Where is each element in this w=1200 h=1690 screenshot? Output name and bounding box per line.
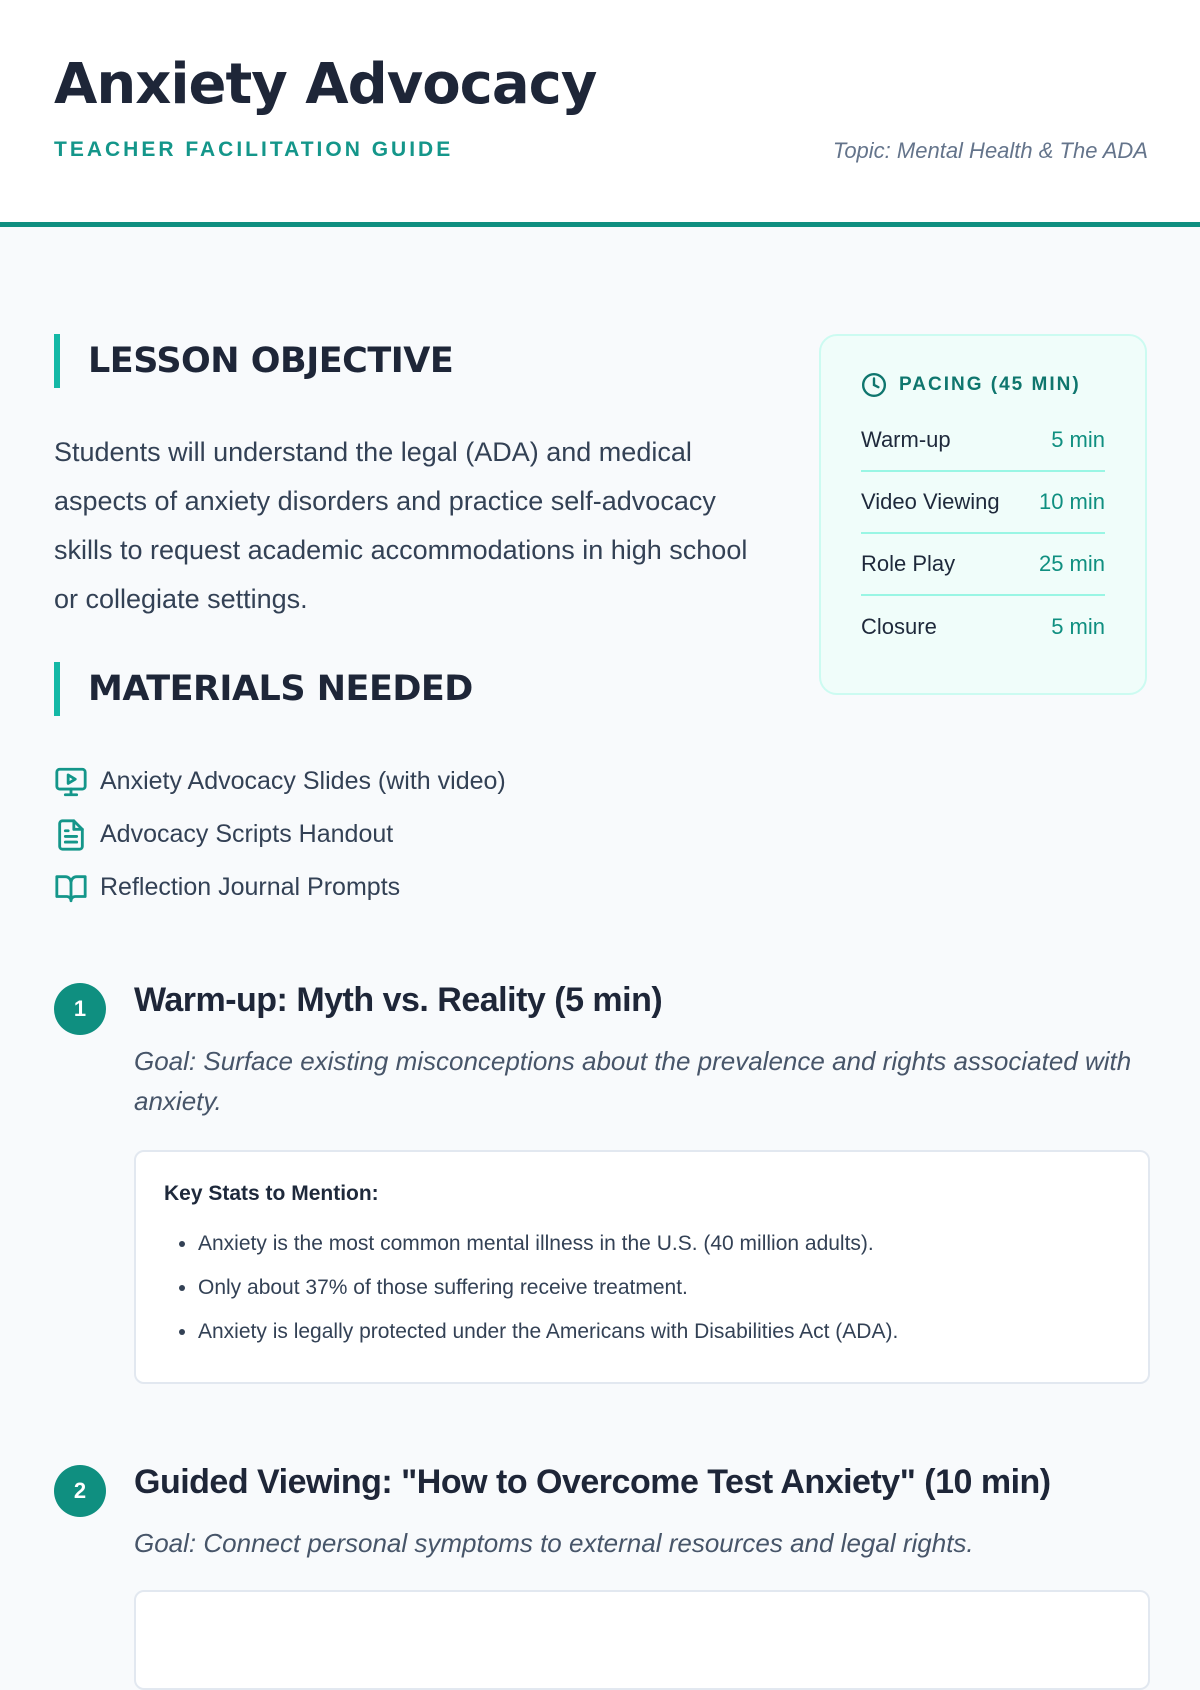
step-goal: Goal: Connect personal symptoms to external resources and legal rights. bbox=[134, 1528, 974, 1558]
pacing-time: 5 min bbox=[1051, 427, 1105, 452]
step-number-badge: 1 bbox=[54, 983, 106, 1035]
pacing-activity: Role Play bbox=[861, 551, 956, 576]
topic-label: Topic: Mental Health & The ADA bbox=[832, 138, 1148, 163]
pacing-activity: Closure bbox=[861, 614, 937, 639]
stat-item: • Anxiety is legally protected under the Americans with Disabilities Act (ADA). bbox=[198, 1310, 1120, 1354]
monitor-play-icon bbox=[54, 765, 88, 799]
pacing-row bbox=[861, 596, 1105, 658]
pacing-time: 5 min bbox=[1051, 614, 1105, 639]
step-title: Warm-up: Myth vs. Reality (5 min) bbox=[134, 981, 663, 1019]
step-number-badge: 2 bbox=[54, 1465, 106, 1517]
card-heading: Key Stats to Mention: bbox=[164, 1182, 379, 1205]
material-label: Advocacy Scripts Handout bbox=[100, 820, 394, 848]
pacing-activity: Warm-up bbox=[861, 427, 951, 452]
page-subtitle: TEACHER FACILITATION GUIDE bbox=[54, 138, 454, 161]
pacing-row bbox=[861, 472, 1105, 534]
pacing-heading-text: PACING (45 MIN) bbox=[899, 374, 1081, 395]
document-icon bbox=[54, 818, 88, 852]
pacing-time: 10 min bbox=[1038, 489, 1105, 514]
step-2-card bbox=[134, 1590, 1150, 1690]
page-title: Anxiety Advocacy bbox=[54, 52, 597, 117]
page-header bbox=[0, 0, 1200, 227]
pacing-time: 25 min bbox=[1038, 551, 1105, 576]
materials-list bbox=[54, 755, 506, 914]
stat-item: • Anxiety is the most common mental illness in the U.S. (40 million adults). bbox=[198, 1222, 1120, 1266]
step-goal: Goal: Surface existing misconceptions about the prevalence and rights associated with anxiety. bbox=[134, 1046, 1132, 1116]
clock-icon bbox=[861, 372, 887, 398]
material-label: Reflection Journal Prompts bbox=[100, 873, 401, 901]
step-title: Guided Viewing: "How to Overcome Test Anxiety" (10 min) bbox=[134, 1463, 1051, 1501]
pacing-heading bbox=[861, 372, 1105, 398]
key-stats-card bbox=[134, 1150, 1150, 1384]
materials-heading: MATERIALS NEEDED bbox=[54, 662, 473, 716]
pacing-activity: Video Viewing bbox=[861, 489, 1000, 514]
material-item bbox=[54, 861, 506, 914]
stat-item: • Only about 37% of those suffering receive treatment. bbox=[198, 1266, 1120, 1310]
pacing-row bbox=[861, 410, 1105, 472]
objective-heading: LESSON OBJECTIVE bbox=[54, 334, 453, 388]
objective-text: Students will understand the legal (ADA) and medical aspects of anxiety disorders and practice self-advocacy skills to request academic accommodations in high school or collegiate settings. bbox=[54, 437, 748, 614]
pacing-row bbox=[861, 534, 1105, 596]
material-item bbox=[54, 755, 506, 808]
pacing-card bbox=[819, 334, 1147, 695]
book-open-icon bbox=[54, 871, 88, 905]
material-item bbox=[54, 808, 506, 861]
material-label: Anxiety Advocacy Slides (with video) bbox=[100, 767, 506, 795]
